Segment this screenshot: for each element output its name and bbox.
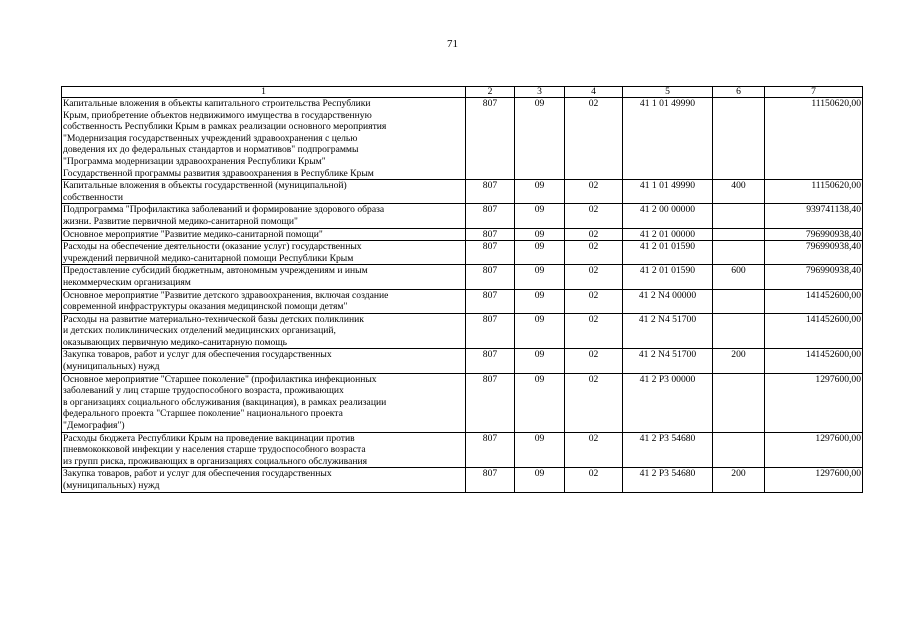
table-row <box>62 98 863 180</box>
expense-type-code <box>713 204 765 228</box>
section-code: 09 <box>515 349 565 373</box>
subsection-code: 02 <box>565 180 623 204</box>
ministry-code: 807 <box>466 373 515 432</box>
item-name: Основное мероприятие "Развитие детского здравоохранения, включая создание современной инфраструктуры оказания медицинской помощи детям" <box>62 289 466 313</box>
table-row <box>62 180 863 204</box>
table-row <box>62 265 863 289</box>
amount: 796990938,40 <box>765 241 863 265</box>
target-article-code: 41 1 01 49990 <box>623 180 713 204</box>
subsection-code: 02 <box>565 289 623 313</box>
item-name: Основное мероприятие "Старшее поколение" (профилактика инфекционных заболеваний у лиц старше трудоспособного возраста, проживающих в организациях социального обслуживания (вакцинация), в рамках реализации федерального проекта "Старшее поколение" национального проекта "Демография") <box>62 373 466 432</box>
amount: 141452600,00 <box>765 313 863 349</box>
target-article-code: 41 2 P3 00000 <box>623 373 713 432</box>
expense-type-code: 400 <box>713 180 765 204</box>
item-name: Подпрограмма "Профилактика заболеваний и формирование здорового образа жизни. Развитие первичной медико-санитарной помощи" <box>62 204 466 228</box>
item-name: Расходы на развитие материально-технической базы детских поликлиник и детских поликлинических отделений медицинских организаций, оказывающих первичную медико-санитарную помощь <box>62 313 466 349</box>
header-col-3: 3 <box>515 87 565 98</box>
ministry-code: 807 <box>466 349 515 373</box>
table-row <box>62 241 863 265</box>
expense-type-code <box>713 432 765 468</box>
subsection-code: 02 <box>565 349 623 373</box>
header-col-7: 7 <box>765 87 863 98</box>
subsection-code: 02 <box>565 228 623 241</box>
expense-type-code: 600 <box>713 265 765 289</box>
target-article-code: 41 2 01 00000 <box>623 228 713 241</box>
target-article-code: 41 2 01 01590 <box>623 241 713 265</box>
section-code: 09 <box>515 432 565 468</box>
ministry-code: 807 <box>466 228 515 241</box>
subsection-code: 02 <box>565 98 623 180</box>
subsection-code: 02 <box>565 265 623 289</box>
table-row <box>62 204 863 228</box>
subsection-code: 02 <box>565 241 623 265</box>
amount: 796990938,40 <box>765 228 863 241</box>
table-row <box>62 313 863 349</box>
expense-type-code <box>713 228 765 241</box>
section-code: 09 <box>515 265 565 289</box>
section-code: 09 <box>515 313 565 349</box>
amount: 1297600,00 <box>765 373 863 432</box>
table-row <box>62 373 863 432</box>
section-code: 09 <box>515 180 565 204</box>
item-name: Основное мероприятие "Развитие медико-санитарной помощи" <box>62 228 466 241</box>
subsection-code: 02 <box>565 432 623 468</box>
target-article-code: 41 2 N4 00000 <box>623 289 713 313</box>
item-name: Капитальные вложения в объекты капитального строительства Республики Крым, приобретение объектов недвижимого имущества в государственную собственность Республики Крым в рамках реализации основного мероприятия "Модернизация государственных учреждений здравоохранения с целью доведения их до федеральных стандартов и нормативов" подпрограммы "Программа модернизации здравоохранения Республики Крым" Государственной программы развития здравоохранения в Республике Крым <box>62 98 466 180</box>
ministry-code: 807 <box>466 204 515 228</box>
section-code: 09 <box>515 289 565 313</box>
subsection-code: 02 <box>565 373 623 432</box>
target-article-code: 41 2 N4 51700 <box>623 349 713 373</box>
ministry-code: 807 <box>466 313 515 349</box>
table-row <box>62 432 863 468</box>
page-number: 71 <box>447 38 458 50</box>
target-article-code: 41 2 P3 54680 <box>623 468 713 492</box>
amount: 1297600,00 <box>765 468 863 492</box>
header-col-5: 5 <box>623 87 713 98</box>
table-row <box>62 468 863 492</box>
amount: 939741138,40 <box>765 204 863 228</box>
ministry-code: 807 <box>466 468 515 492</box>
ministry-code: 807 <box>466 241 515 265</box>
expense-type-code <box>713 289 765 313</box>
table-row <box>62 289 863 313</box>
amount: 11150620,00 <box>765 98 863 180</box>
budget-table <box>61 86 863 493</box>
table-row <box>62 349 863 373</box>
amount: 141452600,00 <box>765 349 863 373</box>
amount: 11150620,00 <box>765 180 863 204</box>
target-article-code: 41 1 01 49990 <box>623 98 713 180</box>
ministry-code: 807 <box>466 432 515 468</box>
ministry-code: 807 <box>466 180 515 204</box>
expense-type-code: 200 <box>713 349 765 373</box>
expense-type-code <box>713 241 765 265</box>
section-code: 09 <box>515 373 565 432</box>
expense-type-code <box>713 313 765 349</box>
subsection-code: 02 <box>565 204 623 228</box>
subsection-code: 02 <box>565 468 623 492</box>
expense-type-code <box>713 373 765 432</box>
ministry-code: 807 <box>466 289 515 313</box>
header-col-2: 2 <box>466 87 515 98</box>
header-col-6: 6 <box>713 87 765 98</box>
amount: 796990938,40 <box>765 265 863 289</box>
target-article-code: 41 2 N4 51700 <box>623 313 713 349</box>
table-row <box>62 228 863 241</box>
item-name: Расходы бюджета Республики Крым на проведение вакцинации против пневмококковой инфекции у населения старше трудоспособного возраста из групп риска, проживающих в организациях социального обслуживания <box>62 432 466 468</box>
item-name: Расходы на обеспечение деятельности (оказание услуг) государственных учреждений первичной медико-санитарной помощи Республики Крым <box>62 241 466 265</box>
target-article-code: 41 2 01 01590 <box>623 265 713 289</box>
item-name: Закупка товаров, работ и услуг для обеспечения государственных (муниципальных) нужд <box>62 349 466 373</box>
header-col-1: 1 <box>62 87 466 98</box>
header-row <box>62 87 863 98</box>
amount: 1297600,00 <box>765 432 863 468</box>
expense-type-code: 200 <box>713 468 765 492</box>
item-name: Закупка товаров, работ и услуг для обеспечения государственных (муниципальных) нужд <box>62 468 466 492</box>
ministry-code: 807 <box>466 265 515 289</box>
target-article-code: 41 2 P3 54680 <box>623 432 713 468</box>
section-code: 09 <box>515 228 565 241</box>
section-code: 09 <box>515 241 565 265</box>
ministry-code: 807 <box>466 98 515 180</box>
subsection-code: 02 <box>565 313 623 349</box>
header-col-4: 4 <box>565 87 623 98</box>
target-article-code: 41 2 00 00000 <box>623 204 713 228</box>
item-name: Капитальные вложения в объекты государственной (муниципальной) собственности <box>62 180 466 204</box>
expense-type-code <box>713 98 765 180</box>
item-name: Предоставление субсидий бюджетным, автономным учреждениям и иным некоммерческим организациям <box>62 265 466 289</box>
section-code: 09 <box>515 98 565 180</box>
amount: 141452600,00 <box>765 289 863 313</box>
section-code: 09 <box>515 468 565 492</box>
section-code: 09 <box>515 204 565 228</box>
